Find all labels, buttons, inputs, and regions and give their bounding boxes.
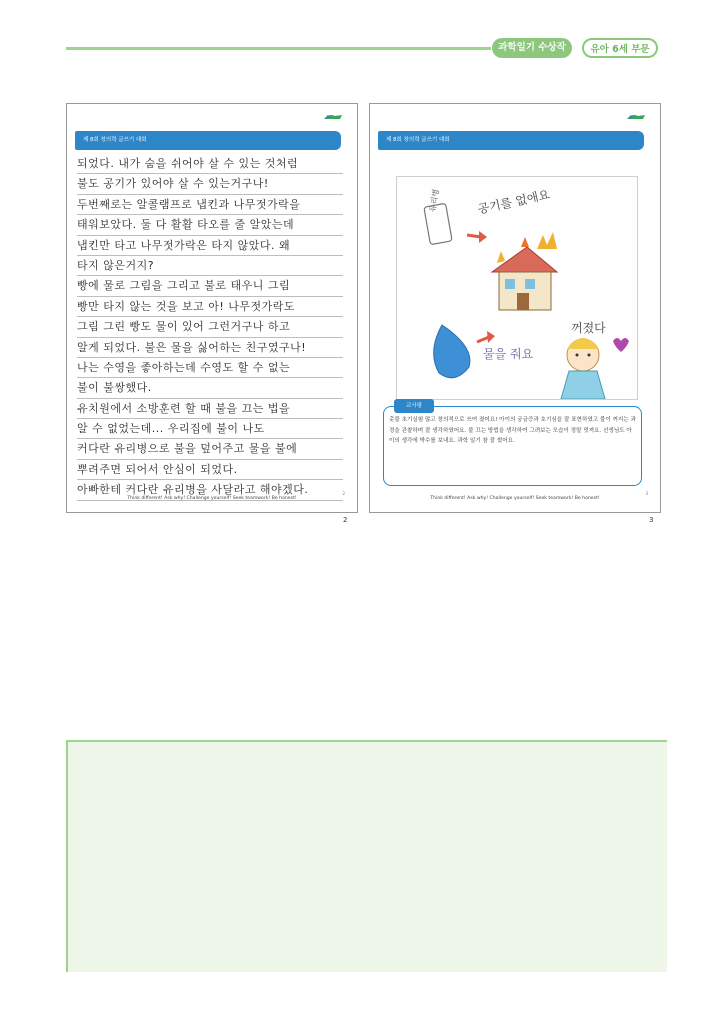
contest-title-bar: 제 8회 창의력 글쓰기 대회	[75, 131, 341, 150]
contest-logo-icon	[626, 112, 646, 121]
category-badge: 유아 6세 부문	[582, 38, 658, 58]
teacher-comment-box	[383, 403, 642, 486]
text-line: 알 수 없었는데... 우리집에 불이 나도	[77, 419, 343, 439]
award-badge: 과학일기 수상작	[492, 38, 572, 58]
bottom-panel-top-border	[66, 740, 667, 742]
text-line: 빵에 물로 그림을 그리고 불로 태우니 그림	[77, 276, 343, 296]
drawing-label-put-out: 꺼졌다	[571, 321, 606, 335]
diary-page-left	[66, 103, 358, 513]
text-line: 냅킨만 타고 나무젓가락은 타지 않았다. 왜	[77, 236, 343, 256]
burning-house-icon	[492, 232, 557, 310]
teacher-comment-tab: 교사평	[394, 399, 434, 413]
text-line: 커다란 유리병으로 불을 덮어주고 물을 불에	[77, 439, 343, 459]
heart-icon	[613, 338, 629, 352]
drawing-label-jar: 유리병	[427, 188, 441, 213]
contest-title-bar: 제 8회 창의력 글쓰기 대회	[378, 131, 644, 150]
bottom-panel-left-border	[66, 740, 68, 972]
inner-page-number: 2	[342, 491, 345, 496]
text-line: 빵만 타지 않는 것을 보고 아! 나무젓가락도	[77, 297, 343, 317]
page-footer-motto: Think different! Ask why! Challenge yourself! Seek teamwork! Be honest!	[127, 496, 297, 501]
arrow-icon	[477, 331, 495, 343]
text-line: 불도 공기가 있어야 살 수 있는거구나!	[77, 174, 343, 194]
water-drop-icon	[434, 325, 470, 378]
girl-figure-icon	[561, 338, 605, 399]
text-line: 타지 않은거지?	[77, 256, 343, 276]
diary-page-right	[369, 103, 661, 513]
handwritten-text	[77, 154, 343, 501]
text-line: 뿌려주면 되어서 안심이 되었다.	[77, 460, 343, 480]
bottom-panel	[66, 740, 667, 972]
text-line: 나는 수영을 좋아하는데 수영도 할 수 없는	[77, 358, 343, 378]
contest-logo-icon	[323, 112, 343, 121]
teacher-comment-text: 촛불 초기실험 많고 창의적으로 쓰여 졌어요! 아이의 궁금증과 호기심을 잘 표현하였고 불이 꺼지는 과정을 관찰하며 잘 생각하였어요. 불 끄는 방법을 생각하여 그려보는 모습이 정말 멋져요. 선생님도 아이의 생각에 박수를 보내요. 과학 일기 참 잘 썼어요.	[389, 417, 636, 444]
drawing-label-spray-water: 물을 줘요	[483, 347, 534, 361]
inner-page-number: 3	[645, 491, 648, 496]
text-line: 그림 그린 빵도 물이 있어 그런거구나 하고	[77, 317, 343, 337]
header-rule	[66, 47, 491, 50]
text-line: 두번째로는 알콜램프로 냅킨과 나무젓가락을	[77, 195, 343, 215]
text-line: 되었다. 내가 숨을 쉬어야 살 수 있는 것처럼	[77, 154, 343, 174]
text-line: 알게 되었다. 불은 물을 싫어하는 친구였구나!	[77, 338, 343, 358]
text-line: 불이 불쌍했다.	[77, 378, 343, 398]
page-footer-motto: Think different! Ask why! Challenge yourself! Seek teamwork! Be honest!	[430, 496, 600, 501]
page-number-left: 2	[343, 516, 348, 524]
text-line: 태워보았다. 둘 다 활활 타오를 줄 알았는데	[77, 215, 343, 235]
text-line: 유치원에서 소방훈련 할 때 불을 끄는 법을	[77, 399, 343, 419]
text-line: 아빠한테 커다란 유리병을 사달라고 해야겠다.	[77, 480, 343, 500]
child-drawing	[396, 176, 638, 400]
arrow-icon	[467, 231, 487, 243]
drawing-label-no-air: 공기를 없애요	[476, 187, 552, 217]
page-number-right: 3	[649, 516, 654, 524]
